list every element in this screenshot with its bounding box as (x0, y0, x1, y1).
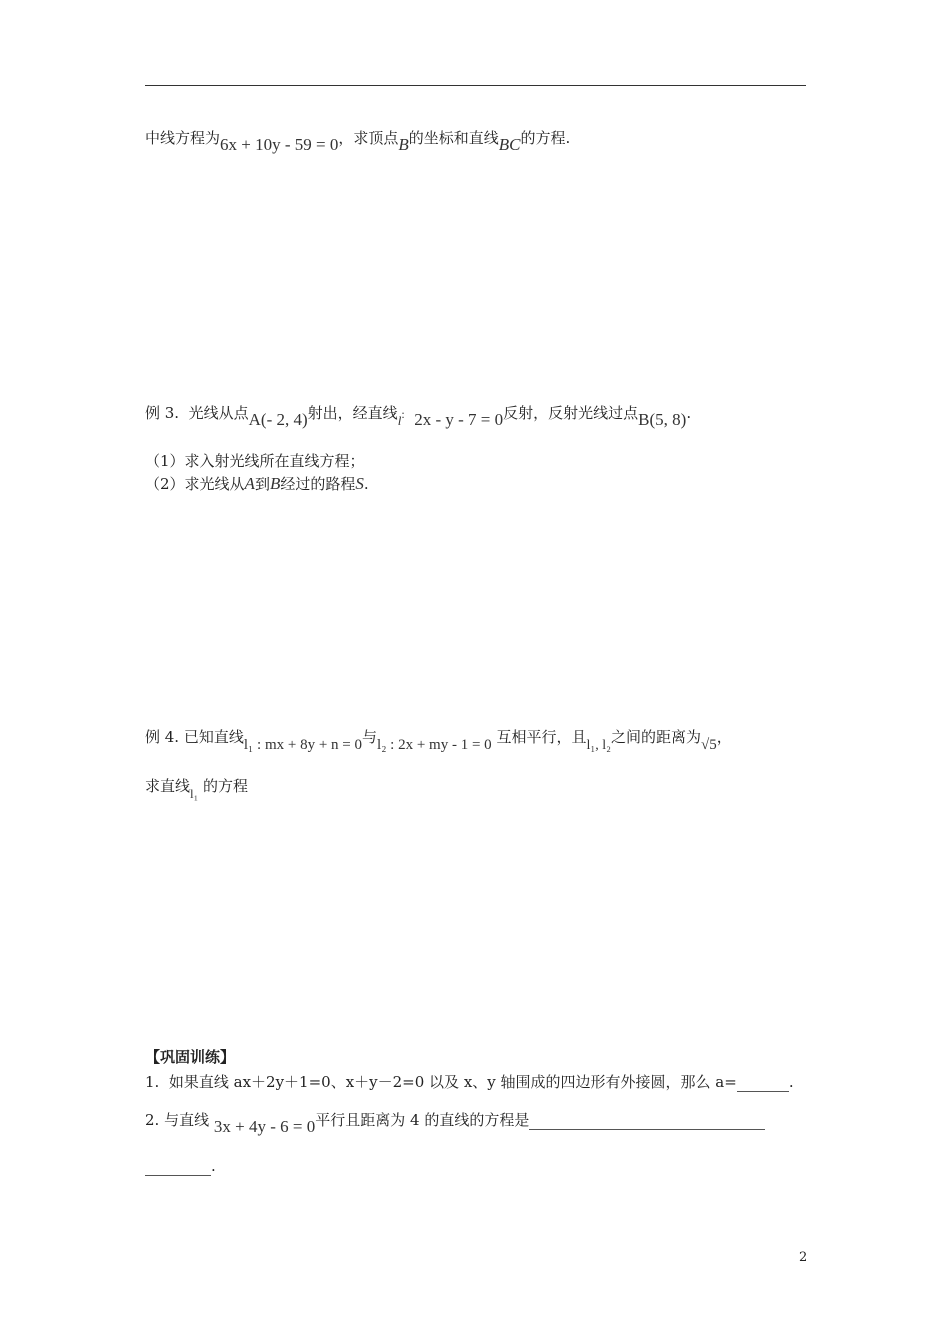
line-l2-equation: l₂ : 2x + my - 1 = 0 (377, 737, 492, 753)
item2-answer-blank-cont[interactable] (145, 1159, 211, 1176)
continued-mid: ，求顶点 (338, 129, 399, 147)
example3-label: 例 3. (145, 404, 180, 422)
item1-end: . (788, 1073, 794, 1091)
continued-prefix: 中线方程为 (145, 129, 221, 147)
median-equation: 6x + 10y - 59 = 0 (220, 135, 339, 154)
continued-suffix: 的方程. (520, 129, 571, 147)
example4-comma: ， (716, 728, 732, 746)
q2-point-a: A (244, 474, 255, 493)
point-a: A(- 2, 4) (248, 410, 308, 429)
q2-mid: 到 (254, 475, 270, 493)
header-rule (145, 85, 806, 86)
line-l-colon: : (401, 407, 405, 421)
line-bc: BC (498, 135, 521, 154)
item2-number: 2. (145, 1111, 160, 1129)
item1-answer-blank[interactable] (737, 1075, 789, 1092)
q2-mid2: 经过的路程 (280, 475, 356, 493)
item1-number: 1. (145, 1073, 160, 1091)
item2-equation: 3x + 4y - 6 = 0 (213, 1117, 316, 1136)
example4-line2-suffix: 的方程 (202, 777, 248, 795)
example3-text3: 反射，反射光线过点 (503, 404, 639, 422)
q2-point-b: B (269, 474, 281, 493)
vertex-b: B (398, 135, 409, 154)
q2-end: . (363, 475, 369, 493)
item2-text2: 平行且距离为 4 的直线的方程是 (315, 1111, 530, 1129)
example4-question (145, 776, 248, 801)
practice-item-1 (145, 1072, 794, 1092)
item2-answer-blank[interactable] (529, 1113, 765, 1130)
q2-prefix: （2）求光线从 (145, 475, 245, 493)
example4-line2-l1: l₁ (190, 786, 199, 801)
example3-text2: 射出，经直线 (307, 404, 398, 422)
q2-path-s: S (355, 474, 364, 493)
example3-q1: （1）求入射光线所在直线方程； (145, 452, 365, 470)
example3-text1: 光线从点 (188, 404, 249, 422)
line-l1-equation: l₁ : mx + 8y + n = 0 (243, 737, 363, 753)
continued-mid2: 的坐标和直线 (408, 129, 499, 147)
example4-statement (145, 727, 732, 753)
continued-problem (145, 128, 571, 154)
point-b: B(5, 8) (638, 410, 687, 429)
example4-line2-prefix: 求直线 (145, 777, 191, 795)
line-l-equation: 2x - y - 7 = 0 (414, 410, 504, 429)
page-number: 2 (799, 1250, 808, 1265)
item1-text: 如果直线 ax＋2y＋1=0、x＋y－2=0 以及 x、y 轴围成的四边形有外接圆，那么 a= (168, 1073, 737, 1091)
practice-item-2-cont (145, 1156, 216, 1176)
example4-text3: 互相平行，且 (496, 728, 587, 746)
sqrt-five: √5 (701, 737, 717, 753)
example3-q2 (145, 474, 369, 494)
example4-text4: 之间的距离为 (611, 728, 702, 746)
lines-pair: l₁, l₂ (586, 738, 612, 753)
line-l: l (397, 413, 402, 428)
item2-text1: 与直线 (164, 1111, 210, 1129)
example3-statement (145, 403, 692, 429)
example4-label: 例 4. (145, 728, 180, 746)
practice-item-2 (145, 1110, 765, 1136)
item2-end: . (211, 1157, 216, 1175)
practice-title: 【巩固训练】 (145, 1048, 236, 1066)
example4-text1: 已知直线 (183, 728, 244, 746)
example3-end: . (686, 404, 692, 422)
example4-text2: 与 (362, 728, 378, 746)
